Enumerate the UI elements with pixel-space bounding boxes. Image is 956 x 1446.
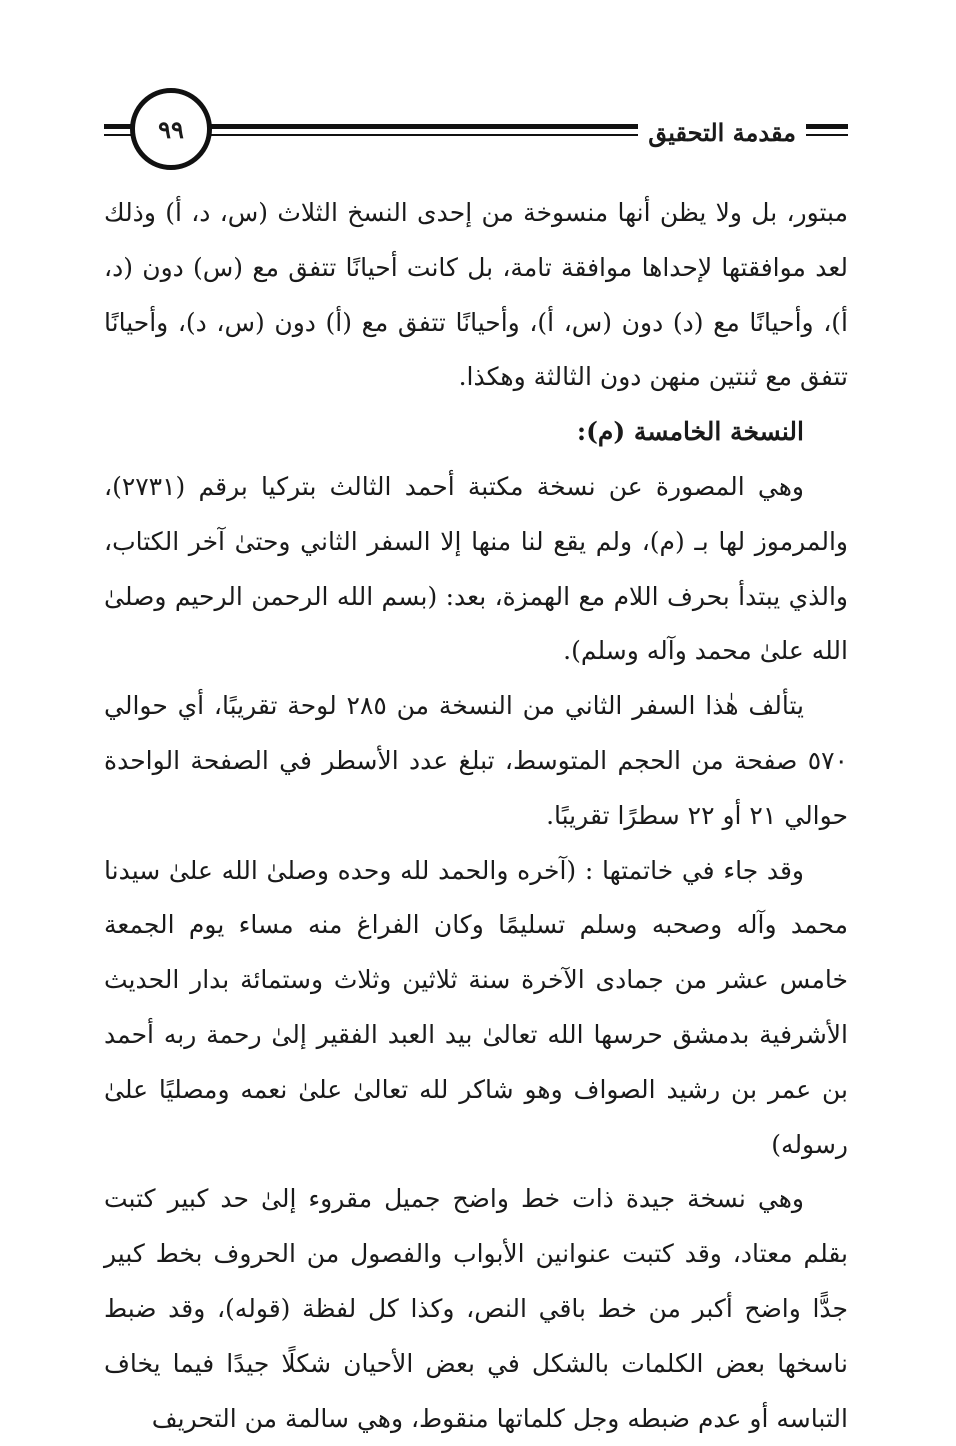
paragraph: وهي نسخة جيدة ذات خط واضح جميل مقروء إلىٰ حد كبير كتبت بقلم معتاد، وقد كتبت عنوانين الأبواب والفصول من الحروف بخط كبير جدًّا واضح أكبر من خط باقي النص، وكذا كل لفظة (قوله)، وقد ضبط ناسخها بعض الكلمات بالشكل في بعض الأحيان شكلًا جيدًا فيما يخاف التباسه أو عدم ضبطه وجل كلماتها منقوط، وهي سالمة من التحريف <box>104 1184 848 1433</box>
page-body <box>104 186 848 1446</box>
paragraph: وهي المصورة عن نسخة مكتبة أحمد الثالث بتركيا برقم (٢٧٣١)، والمرموز لها بـ (م)، ولم يقع لنا منها إلا السفر الثاني وحتىٰ آخر الكتاب، والذي يبتدأ بحرف اللام مع الهمزة، بعد: (بسم الله الرحمن الرحيم وصلىٰ الله علىٰ محمد وآله وسلم). <box>104 471 848 666</box>
page-number-circle <box>130 88 212 170</box>
paragraph: يتألف هٰذا السفر الثاني من النسخة من ٢٨٥ لوحة تقريبًا، أي حوالي ٥٧٠ صفحة من الحجم المتوسط، تبلغ عدد الأسطر في الصفحة الواحدة حوالي ٢١ أو ٢٢ سطرًا تقريبًا. <box>104 691 848 830</box>
section-title: مقدمة التحقيق <box>638 118 806 147</box>
page-header <box>0 84 956 184</box>
section-heading: النسخة الخامسة (م): <box>576 417 804 447</box>
paragraph: وقد جاء في خاتمتها : (آخره والحمد لله وحده وصلىٰ الله علىٰ سيدنا محمد وآله وصحبه وسلم تسليمًا وكان الفراغ منه مساء يوم الجمعة خامس عشر من جمادى الآخرة سنة ثلاثين وثلاث وستمائة بدار الحديث الأشرفية بدمشق حرسها الله تعالىٰ بيد العبد الفقير إلىٰ رحمة ربه أحمد بن عمر بن رشيد الصواف وهو شاكر لله تعالىٰ علىٰ نعمه ومصليًا علىٰ رسوله) <box>104 855 848 1159</box>
paragraph: مبتور، بل ولا يظن أنها منسوخة من إحدى النسخ الثلاث (س، د، أ) وذلك لعد موافقتها لإحداها موافقة تامة، بل كانت أحيانًا تتفق مع (س) دون (د، أ)، وأحيانًا مع (د) دون (س، أ)، وأحيانًا تتفق مع (أ) دون (س، د)، وأحيانًا تتفق مع ثنتين منهن دون الثالثة وهكذا. <box>104 198 848 392</box>
page-number: ٩٩ <box>158 114 184 144</box>
